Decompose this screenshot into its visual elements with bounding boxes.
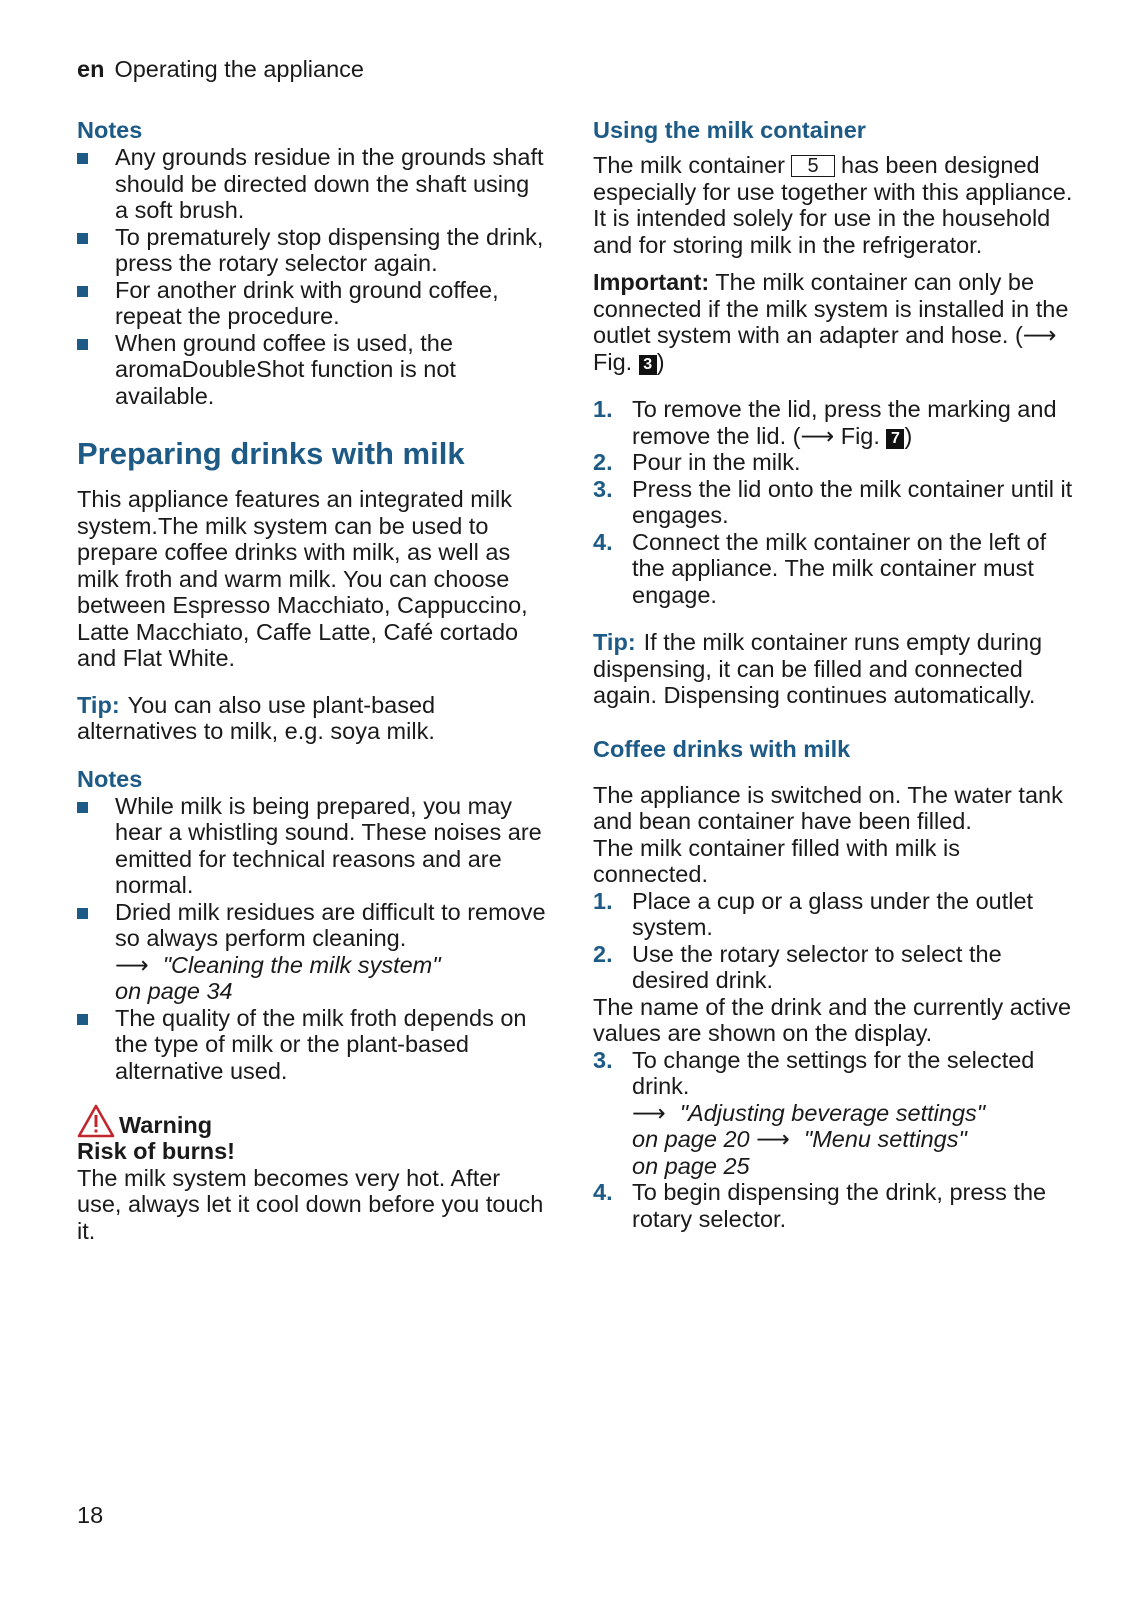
step-number: 2. — [593, 940, 613, 967]
warning-label: Warning — [119, 1111, 213, 1138]
figure-label: Fig. — [593, 348, 633, 375]
notes-title: Notes — [77, 117, 143, 143]
notes-list — [77, 144, 547, 409]
step-item — [593, 529, 1073, 609]
step-number: 3. — [593, 1046, 613, 1073]
note-item: To prematurely stop dispensing the drink, press the rotary selector again. — [77, 224, 547, 277]
step-number: 2. — [593, 449, 613, 475]
tip — [77, 692, 547, 745]
step-text: Press the lid onto the milk container until it engages. — [632, 475, 1073, 528]
intro-paragraph-cont: Latte Macchiato, Caffe Latte, Café cortado and Flat White. — [77, 618, 519, 671]
reference-title: "Adjusting beverage settings" — [679, 1099, 986, 1126]
intro-paragraph: This appliance features an integrated milk system.The milk system can be used to prepare coffee drinks with milk, as well as milk froth and warm milk. You can choose between Espresso Macchiato, Cappuccino, — [77, 486, 528, 618]
section-heading: Preparing drinks with milk — [77, 436, 465, 471]
warning-text: The milk system becomes very hot. After use, always let it cool down before you touch it. — [77, 1164, 544, 1244]
step-number: 3. — [593, 475, 613, 502]
reference-page: on page 20 — [632, 1126, 750, 1152]
important-label: Important: — [593, 269, 710, 295]
figure-number: 3 — [639, 355, 657, 375]
subsection-heading: Using the milk container — [593, 117, 866, 143]
tip-label: Tip: — [77, 691, 120, 718]
steps-list — [593, 1047, 1073, 1233]
step-number: 4. — [593, 528, 613, 555]
figure-label: Fig. — [840, 422, 880, 449]
tip — [593, 629, 1073, 709]
step-text: Connect the milk container on the left of the appliance. The milk container must engage. — [632, 528, 1047, 608]
warning-title: Risk of burns! — [77, 1138, 235, 1164]
section-title: Operating the appliance — [114, 56, 364, 82]
paragraph-text: has been designed especially for use together with this appliance. It is intended solely for use in the household and for storing milk in the refrigerator. — [593, 152, 1073, 258]
step-text: Pour in the milk. — [632, 449, 801, 475]
note-item — [77, 899, 547, 1005]
running-header — [77, 56, 364, 83]
right-column — [593, 116, 1073, 1232]
step-number: 1. — [593, 887, 613, 914]
cross-reference-link[interactable] — [115, 952, 441, 1005]
warning-triangle-icon — [77, 1104, 115, 1138]
note-item: Any grounds residue in the grounds shaft should be directed down the shaft using a soft brush. — [77, 144, 547, 224]
warning-header — [77, 1104, 547, 1138]
important-text: The milk container can only be connected if the milk system is installed in the outlet system with an adapter and hose. ( — [593, 269, 1069, 348]
steps-list — [593, 888, 1073, 994]
steps-list — [593, 396, 1073, 608]
precondition-text: The milk container filled with milk is connected. — [593, 834, 960, 887]
note-item: When ground coffee is used, the aromaDoubleShot function is not available. — [77, 330, 547, 410]
step-item — [593, 1047, 1073, 1180]
note-item: The quality of the milk froth depends on the type of milk or the plant-based alternative used. — [77, 1005, 547, 1085]
step-text: To change the settings for the selected drink. — [632, 1046, 1035, 1099]
reference-title: "Menu settings" — [803, 1126, 967, 1152]
note-text: Dried milk residues are difficult to remove so always perform cleaning. — [115, 898, 546, 951]
step-item — [593, 1179, 1073, 1232]
figure-number: 7 — [886, 429, 904, 449]
note-item: For another drink with ground coffee, repeat the procedure. — [77, 277, 547, 330]
step-item: 1. To remove the lid, press the marking and remove the lid. (⟶ Fig. 7 ) — [593, 396, 1057, 449]
arrow-right-icon: ⟶ — [1022, 322, 1057, 348]
milk-container-paragraph — [593, 152, 1073, 258]
step-item — [593, 449, 1073, 476]
step-number: 1. — [593, 396, 613, 422]
result-text: The name of the drink and the currently active values are shown on the display. — [593, 993, 1072, 1046]
tip-label: Tip: — [593, 629, 636, 655]
arrow-right-icon: ⟶ — [632, 1099, 666, 1126]
page-number: 18 — [77, 1502, 104, 1528]
reference-page: on page 34 — [115, 978, 233, 1004]
tip-text: If the milk container runs empty during dispensing, it can be filled and connected again. Dispensing continues automatically. — [593, 629, 1043, 708]
step-text: To remove the lid, press the marking and remove the lid. ( — [632, 396, 1057, 449]
arrow-right-icon: ⟶ — [115, 951, 149, 978]
important-paragraph: Important: The milk container can only be connected if the milk system is installed in the outlet system with an adapter and hose. (⟶ Fig. 3 ) — [593, 269, 1069, 375]
part-number-box: 5 — [791, 155, 835, 177]
step-item — [593, 476, 1073, 529]
reference-title: "Cleaning the milk system" — [162, 951, 441, 978]
subsection-heading: Coffee drinks with milk — [593, 735, 851, 762]
note-item: While milk is being prepared, you may hear a whistling sound. These noises are emitted for technical reasons and are normal. — [77, 793, 547, 899]
tip-text: You can also use plant-based alternatives to milk, e.g. soya milk. — [77, 691, 436, 744]
left-column — [77, 116, 547, 1244]
arrow-right-icon: ⟶ — [756, 1126, 790, 1152]
notes-list — [77, 793, 547, 1085]
step-text: To begin dispensing the drink, press the rotary selector. — [632, 1179, 1047, 1232]
step-number: 4. — [593, 1179, 613, 1205]
step-text: Use the rotary selector to select the desired drink. — [632, 940, 1002, 993]
step-item — [593, 888, 1073, 941]
reference-page: on page 25 — [632, 1152, 750, 1179]
notes-title: Notes — [77, 765, 143, 792]
language-code: en — [77, 56, 105, 82]
paragraph-text: The milk container — [593, 152, 785, 178]
step-item — [593, 941, 1073, 994]
arrow-right-icon: ⟶ — [800, 422, 835, 449]
precondition-text: The appliance is switched on. The water tank and bean container have been filled. — [593, 781, 1063, 834]
step-text: Place a cup or a glass under the outlet system. — [632, 887, 1034, 940]
